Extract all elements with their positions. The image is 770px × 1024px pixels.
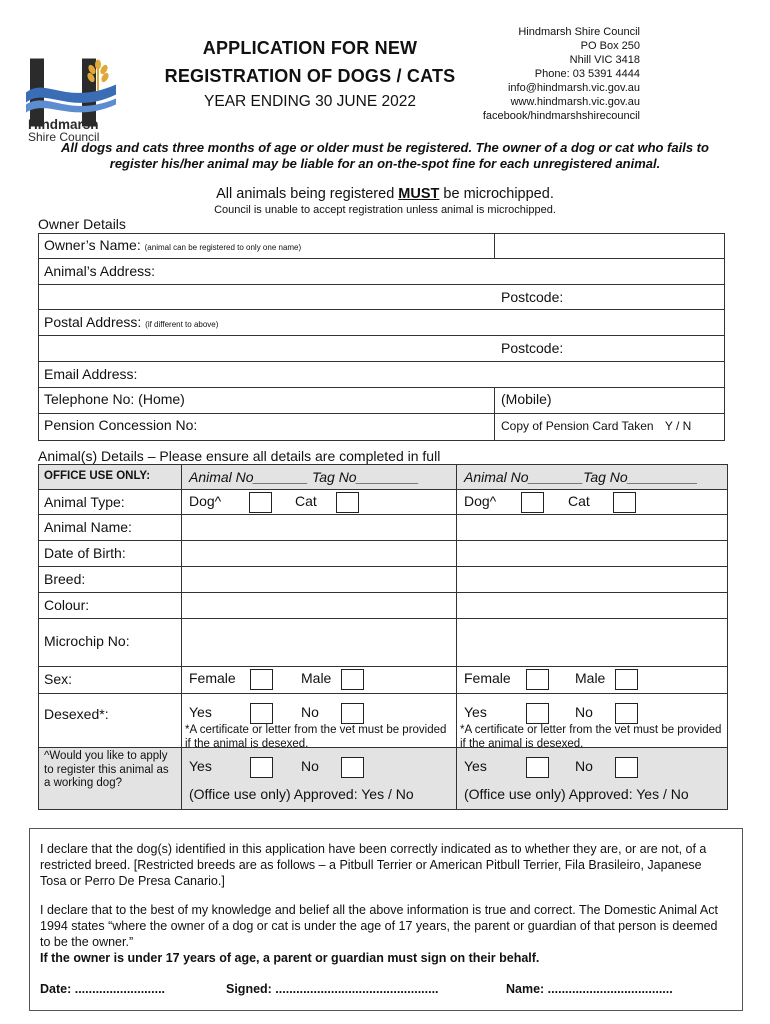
date-of-birth-label: Date of Birth: (44, 545, 126, 561)
col2-dog-checkbox[interactable] (521, 492, 544, 513)
working-dog-label: ^Would you like to apply to register this animal as a working dog? (44, 750, 169, 789)
owner-name-field[interactable] (44, 237, 301, 253)
council-web-link[interactable]: www.hindmarsh.vic.gov.au (510, 96, 640, 108)
col2-desexed-no-label: No (575, 704, 593, 720)
col2-working-no-label: No (575, 758, 593, 774)
logo-line1: Hindmarsh (28, 117, 99, 132)
postal-address-label: Postal Address: (44, 314, 142, 330)
council-phone: Phone: 03 5391 4444 (534, 68, 640, 80)
desexed-label: Desexed*: (44, 706, 109, 722)
col1-working-yes-checkbox[interactable] (250, 757, 273, 778)
office-use-label: OFFICE USE ONLY: (44, 470, 151, 482)
col1-cat-label: Cat (295, 493, 317, 509)
col2-desexed-yes-checkbox[interactable] (526, 703, 549, 724)
declaration-restricted-breed: I declare that the dog(s) identified in this application have been correctly indicated as to whether they are, or are not, of a restricted breed. [Restricted breeds are as follows – a Pitbull Terrier or American Pitbull Terrier, Fila Brasileiro, Japanese Tosa or Perro De Presa Canario.] (40, 842, 707, 888)
council-facebook: facebook/hindmarshshirecouncil (482, 110, 640, 122)
col2-female-label: Female (464, 670, 511, 686)
owner-name-label: Owner’s Name: (44, 237, 141, 253)
council-name: Hindmarsh Shire Council (518, 26, 640, 38)
col2-working-yes-label: Yes (464, 758, 487, 774)
declaration-true-correct: I declare that to the best of my knowledge and belief all the above information is true and correct. The Domestic Animal Act 1994 states “where the owner of a dog or cat is under the age of 17 years, the parent or guardian of that person is deemed to be the owner.” (40, 903, 718, 949)
registration-warning: All dogs and cats three months of age or older must be registered. The owner of a dog or cat who fails to register his/her animal may be liable for an on-the-spot fine for each unregistered animal. (61, 140, 709, 171)
postcode-label[interactable]: Postcode: (501, 289, 564, 305)
pension-label[interactable]: Pension Concession No: (44, 417, 198, 433)
col2-desexed-yes-label: Yes (464, 704, 487, 720)
declaration-box (29, 828, 743, 1011)
col1-female-checkbox[interactable] (250, 669, 273, 690)
council-town: Nhill VIC 3418 (569, 54, 640, 66)
pension-copy-taken[interactable] (501, 419, 691, 433)
col1-desexed-yes-label: Yes (189, 704, 212, 720)
col1-animal-tag-no: Animal No_______ Tag No________ (189, 469, 419, 485)
postcode2-label[interactable]: Postcode: (501, 340, 564, 356)
col2-approved: (Office use only) Approved: Yes / No (464, 786, 689, 802)
logo-line2: Shire Council (28, 130, 100, 144)
col1-approved: (Office use only) Approved: Yes / No (189, 786, 414, 802)
col1-female-label: Female (189, 670, 236, 686)
animal-name-label: Animal Name: (44, 519, 132, 535)
form-year: YEAR ENDING 30 JUNE 2022 (204, 93, 416, 110)
date-field[interactable]: Date: .......................... (40, 982, 166, 996)
microchip-must: MUST (398, 186, 440, 202)
signed-field[interactable]: Signed: ............................................... (226, 982, 439, 996)
owner-details-table (38, 233, 725, 441)
animal-type-label: Animal Type: (44, 494, 125, 510)
pension-copy-label: Copy of Pension Card Taken (501, 419, 654, 433)
col1-male-label: Male (301, 670, 332, 686)
col1-dog-label: Dog^ (189, 493, 222, 509)
col2-female-checkbox[interactable] (526, 669, 549, 690)
owner-section-title: Owner Details (38, 216, 126, 232)
council-email-link[interactable]: info@hindmarsh.vic.gov.au (507, 82, 640, 94)
col1-desexed-yes-checkbox[interactable] (250, 703, 273, 724)
col2-male-checkbox[interactable] (615, 669, 638, 690)
microchip-label: Microchip No: (44, 633, 130, 649)
phone-home-label[interactable]: Telephone No: (Home) (44, 391, 185, 407)
form-title-line1: APPLICATION FOR NEW (202, 38, 418, 58)
form-title-line2: REGISTRATION OF DOGS / CATS (164, 66, 456, 86)
col2-desexed-no-checkbox[interactable] (615, 703, 638, 724)
col1-cert-note: *A certificate or letter from the vet must be provided if the animal is desexed. (185, 724, 447, 750)
microchip-note: Council is unable to accept registration unless animal is microchipped. (214, 204, 556, 216)
animal-details-table (38, 464, 728, 810)
col2-working-no-checkbox[interactable] (615, 757, 638, 778)
postal-address-note: (if different to above) (145, 320, 219, 329)
email-address-label[interactable]: Email Address: (44, 366, 138, 382)
col2-animal-tag-no: Animal No_______Tag No_________ (464, 469, 698, 485)
microchip-pre: All animals being registered (216, 186, 395, 202)
council-po-box: PO Box 250 (580, 40, 640, 52)
col1-working-no-label: No (301, 758, 319, 774)
col2-cert-note: *A certificate or letter from the vet must be provided if the animal is desexed. (460, 724, 722, 750)
col2-dog-label: Dog^ (464, 493, 497, 509)
col1-cat-checkbox[interactable] (336, 492, 359, 513)
animal-address-label[interactable]: Animal’s Address: (44, 263, 156, 279)
postal-address-field[interactable] (44, 314, 218, 330)
microchip-requirement (40, 186, 730, 202)
phone-mobile-label[interactable]: (Mobile) (501, 391, 552, 407)
sex-label: Sex: (44, 671, 73, 687)
col1-working-yes-label: Yes (189, 758, 212, 774)
col2-cat-label: Cat (568, 493, 590, 509)
col2-male-label: Male (575, 670, 606, 686)
col1-desexed-no-label: No (301, 704, 319, 720)
declaration-guardian-note: If the owner is under 17 years of age, a parent or guardian must sign on their behalf. (40, 951, 540, 965)
col1-working-no-checkbox[interactable] (341, 757, 364, 778)
name-field[interactable]: Name: .................................... (506, 982, 673, 996)
col1-dog-checkbox[interactable] (249, 492, 272, 513)
animal-section-title: Animal(s) Details – Please ensure all details are completed in full (38, 448, 441, 464)
colour-label: Colour: (44, 597, 90, 613)
col1-desexed-no-checkbox[interactable] (341, 703, 364, 724)
breed-label: Breed: (44, 571, 86, 587)
col2-working-yes-checkbox[interactable] (526, 757, 549, 778)
col1-male-checkbox[interactable] (341, 669, 364, 690)
council-contact (470, 25, 640, 123)
col2-cat-checkbox[interactable] (613, 492, 636, 513)
owner-name-note: (animal can be registered to only one name) (144, 243, 302, 252)
microchip-post: be microchipped. (443, 186, 554, 202)
pension-yn: Y / N (664, 419, 692, 433)
